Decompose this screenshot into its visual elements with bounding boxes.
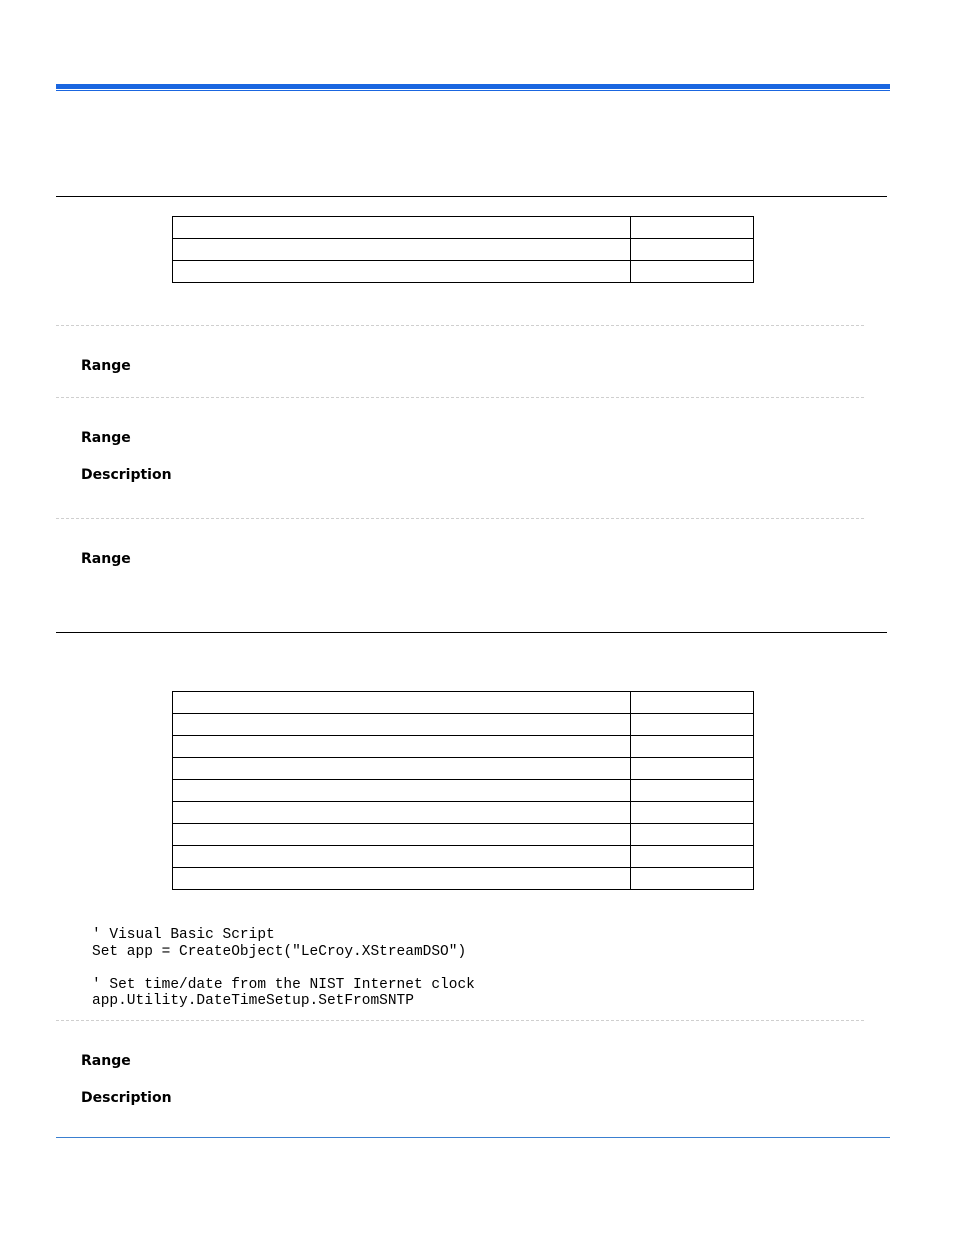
section-divider (56, 632, 887, 633)
section-divider (56, 196, 887, 197)
code-line: app.Utility.DateTimeSetup.SetFromSNTP (92, 993, 414, 1009)
description-label: Description (81, 1090, 172, 1106)
range-label: Range (81, 551, 131, 567)
values-table-a (172, 216, 754, 283)
table-row (173, 846, 754, 868)
range-label: Range (81, 430, 131, 446)
table-row (173, 714, 754, 736)
header-accent-line (56, 90, 890, 91)
property-separator (56, 1020, 864, 1021)
table-row (173, 802, 754, 824)
table-row (173, 868, 754, 890)
range-label: Range (81, 358, 131, 374)
range-label: Range (81, 1053, 131, 1069)
code-example (92, 927, 475, 1010)
property-separator (56, 397, 864, 398)
code-line: Set app = CreateObject("LeCroy.XStreamDSO") (92, 943, 467, 960)
table-row (173, 692, 754, 714)
property-separator (56, 325, 864, 326)
values-table-b (172, 691, 754, 890)
footer-rule (56, 1137, 890, 1138)
code-comment: ' Visual Basic Script (92, 927, 275, 943)
description-label: Description (81, 467, 172, 483)
table-row (173, 239, 754, 261)
table-row (173, 261, 754, 283)
code-comment: ' Set time/date from the NIST Internet clock (92, 976, 475, 993)
table-row (173, 824, 754, 846)
table-row (173, 217, 754, 239)
header-accent-bar (56, 84, 890, 89)
table-row (173, 780, 754, 802)
table-row (173, 736, 754, 758)
property-separator (56, 518, 864, 519)
table-row (173, 758, 754, 780)
